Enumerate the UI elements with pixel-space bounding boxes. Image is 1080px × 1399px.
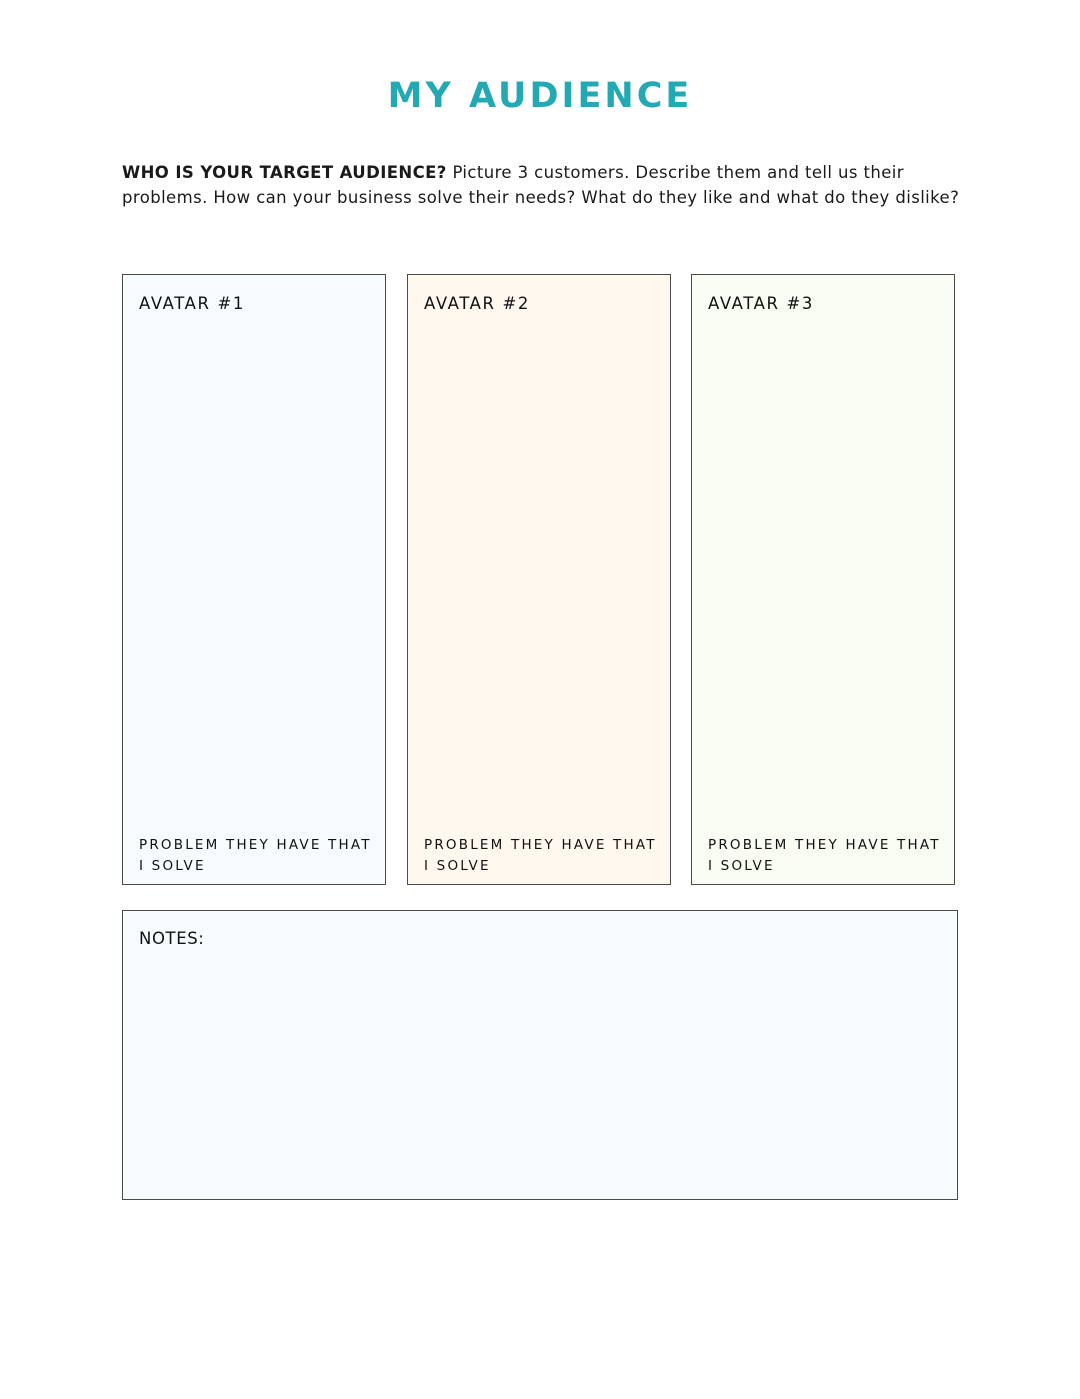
notes-heading: NOTES: — [139, 929, 205, 948]
intro-lead: WHO IS YOUR TARGET AUDIENCE? — [122, 163, 447, 182]
avatar-heading-2: AVATAR #2 — [424, 294, 530, 313]
avatar-heading-1: AVATAR #1 — [139, 294, 245, 313]
avatar-problem-label-3: PROBLEM THEY HAVE THAT I SOLVE — [708, 837, 941, 874]
avatar-heading-3: AVATAR #3 — [708, 294, 814, 313]
intro-text: Picture 3 customers. Describe them and tell us their problems. How can your business solve their needs? What do they like and what do they dislike? — [122, 163, 960, 207]
page-title: MY AUDIENCE — [387, 76, 693, 116]
avatar-problem-label-2: PROBLEM THEY HAVE THAT I SOLVE — [424, 837, 657, 874]
avatar-box-3[interactable] — [691, 274, 955, 885]
intro-paragraph — [122, 161, 962, 210]
avatar-box-2[interactable] — [407, 274, 671, 885]
avatar-problem-label-1: PROBLEM THEY HAVE THAT I SOLVE — [139, 837, 372, 874]
notes-box[interactable] — [122, 910, 958, 1200]
avatar-box-1[interactable] — [122, 274, 386, 885]
